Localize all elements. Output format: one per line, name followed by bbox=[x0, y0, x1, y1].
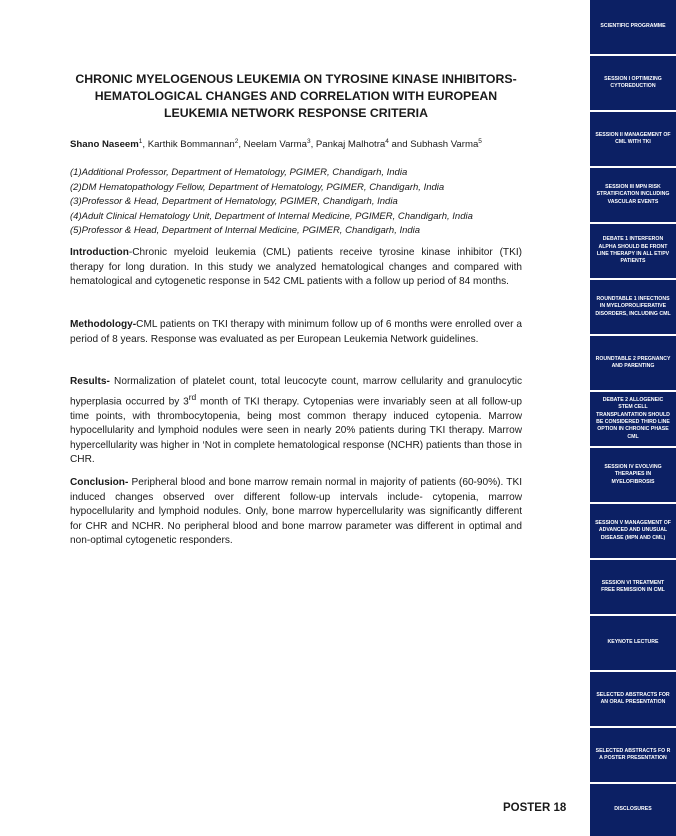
author-affiliation-number: 3 bbox=[306, 138, 311, 145]
sidebar-item-debate-2[interactable]: DEBATE 2 ALLOGENEIC STEM CELL TRANSPLANTATION SHOULD BE CONSIDERED THIRD LINE OPTION IN CHRONIC PHASE CML bbox=[590, 392, 676, 446]
author-list bbox=[70, 138, 530, 150]
author-affiliation-number: 2 bbox=[234, 138, 239, 145]
sidebar-item-scientific-programme[interactable]: SCIENTIFIC PROGRAMME bbox=[590, 0, 676, 54]
sidebar-item-session-3[interactable]: SESSION III MPN RISK STRATIFICATION INCLUDING VASCULAR EVENTS bbox=[590, 168, 676, 222]
affiliation-item: (3)Professor & Head, Department of Hematology, PGIMER, Chandigarh, India bbox=[70, 196, 398, 208]
affiliation-item: (4)Adult Clinical Hematology Unit, Department of Internal Medicine, PGIMER, Chandigarh, India bbox=[70, 210, 473, 222]
affiliation-list bbox=[70, 166, 540, 239]
section-text: Normalization of platelet count, total leucocyte count, marrow cellularity and granulocytic hyperplasia occurred by 3 bbox=[70, 376, 522, 407]
author-and: and bbox=[388, 139, 411, 151]
section-text: CML patients on TKI therapy with minimum follow up of 6 months were enrolled over a period of 8 years. Response was evaluated as per European Leukemia Network guidelines. bbox=[70, 319, 522, 345]
sidebar-item-disclosures[interactable]: DISCLOSURES bbox=[590, 784, 676, 836]
author-name: Neelam Varma bbox=[243, 139, 307, 151]
section-heading: Results- bbox=[70, 376, 110, 387]
sidebar-item-session-5[interactable]: SESSION V MANAGEMENT OF ADVANCED AND UNUSUAL DISEASE (MPN AND CML) bbox=[590, 504, 676, 558]
section-heading: Methodology- bbox=[70, 319, 137, 330]
sidebar-item-poster-abstracts[interactable]: SELECTED ABSTRACTS FO R A POSTER PRESENTATION bbox=[590, 728, 676, 782]
abstract-title: CHRONIC MYELOGENOUS LEUKEMIA ON TYROSINE KINASE INHIBITORS- HEMATOLOGICAL CHANGES AND CORRELATION WITH EUROPEAN LEUKEMIA NETWORK RESPONSE CRITERIA bbox=[75, 72, 517, 120]
author-name: Subhash Varma bbox=[410, 139, 479, 151]
poster-number: POSTER 18 bbox=[503, 802, 567, 814]
sidebar-item-roundtable-1[interactable]: ROUNDTABLE 1 INFECTIONS IN MYELOPROLIFERATIVE DISORDERS, INCLUDING CML bbox=[590, 280, 676, 334]
sidebar-item-roundtable-2[interactable]: ROUNDTABLE 2 PREGNANCY AND PARENTING bbox=[590, 336, 676, 390]
ordinal-suffix: rd bbox=[188, 391, 197, 402]
sidebar-item-keynote-lecture[interactable]: KEYNOTE LECTURE bbox=[590, 616, 676, 670]
section-text: Peripheral blood and bone marrow remain normal in majority of patients (60-90%). TKI induced changes observed over different follow-up intervals include- cytopenia, marrow hypocellularity and lymphoid nodules. Only, bone marrow hypercellularity was significantly different for CHR and NCHR. No peripheral blood and bone marrow parameter was different in optimal and non-optimal cytogenetic responders. bbox=[70, 477, 522, 547]
affiliation-item: (5)Professor & Head, Department of Internal Medicine, PGIMER, Chandigarh, India bbox=[70, 225, 421, 237]
author-affiliation-number: 5 bbox=[478, 138, 482, 145]
author-name: Karthik Bommannan bbox=[147, 139, 235, 151]
section-text: month of TKI therapy. Cytopenias were invariably seen at all follow-up time points, with thrombocytopenia, being most common therapy induced cytopenia. Marrow hypocellularity and lymphoid nodules were seen in nearly 20% patients during TKI therapy. Marrow hypercellularity was higher in ‘Not in complete hematological response (NCHR) patients than those in CHR. bbox=[70, 395, 522, 466]
sidebar-item-session-4[interactable]: SESSION IV EVOLVING THERAPIES IN MYELOFIBROSIS bbox=[590, 448, 676, 502]
author-name: Pankaj Malhotra bbox=[315, 139, 386, 151]
methodology-section bbox=[70, 318, 522, 347]
results-section bbox=[70, 375, 522, 468]
author-name: Shano Naseem bbox=[70, 139, 139, 151]
sidebar-item-session-1[interactable]: SESSION I OPTIMIZING CYTOREDUCTION bbox=[590, 56, 676, 110]
sidebar-item-oral-abstracts[interactable]: SELECTED ABSTRACTS FOR AN ORAL PRESENTATION bbox=[590, 672, 676, 726]
affiliation-item: (2)DM Hematopathology Fellow, Department of Hematology, PGIMER, Chandigarh, India bbox=[70, 181, 445, 193]
introduction-section bbox=[70, 246, 522, 290]
author-affiliation-number: 1 bbox=[138, 138, 143, 145]
section-text: -Chronic myeloid leukemia (CML) patients receive tyrosine kinase inhibitor (TKI) therapy for long duration. In this study we analyzed hematological changes and compared with hematological and cytogenetic response in 542 CML patients with a follow up period of 84 months. bbox=[70, 247, 522, 288]
author-affiliation-number: 4 bbox=[385, 138, 389, 145]
author-separator: , bbox=[142, 139, 148, 151]
sidebar-item-session-6[interactable]: SESSION VI TREATMENT FREE REMISSION IN CML bbox=[590, 560, 676, 614]
sidebar-item-session-2[interactable]: SESSION II MANAGEMENT OF CML WITH TKI bbox=[590, 112, 676, 166]
affiliation-item: (1)Additional Professor, Department of Hematology, PGIMER, Chandigarh, India bbox=[70, 167, 408, 178]
author-separator: , bbox=[238, 139, 244, 151]
programme-sidebar bbox=[590, 0, 676, 836]
section-heading: Introduction bbox=[70, 247, 129, 258]
sidebar-item-debate-1[interactable]: DEBATE 1 INTERFERON ALPHA SHOULD BE FRONT LINE THERAPY IN ALL ET/PV PATIENTS bbox=[590, 224, 676, 278]
author-separator: , bbox=[310, 139, 316, 151]
conclusion-section bbox=[70, 476, 522, 549]
section-heading: Conclusion- bbox=[70, 477, 129, 488]
